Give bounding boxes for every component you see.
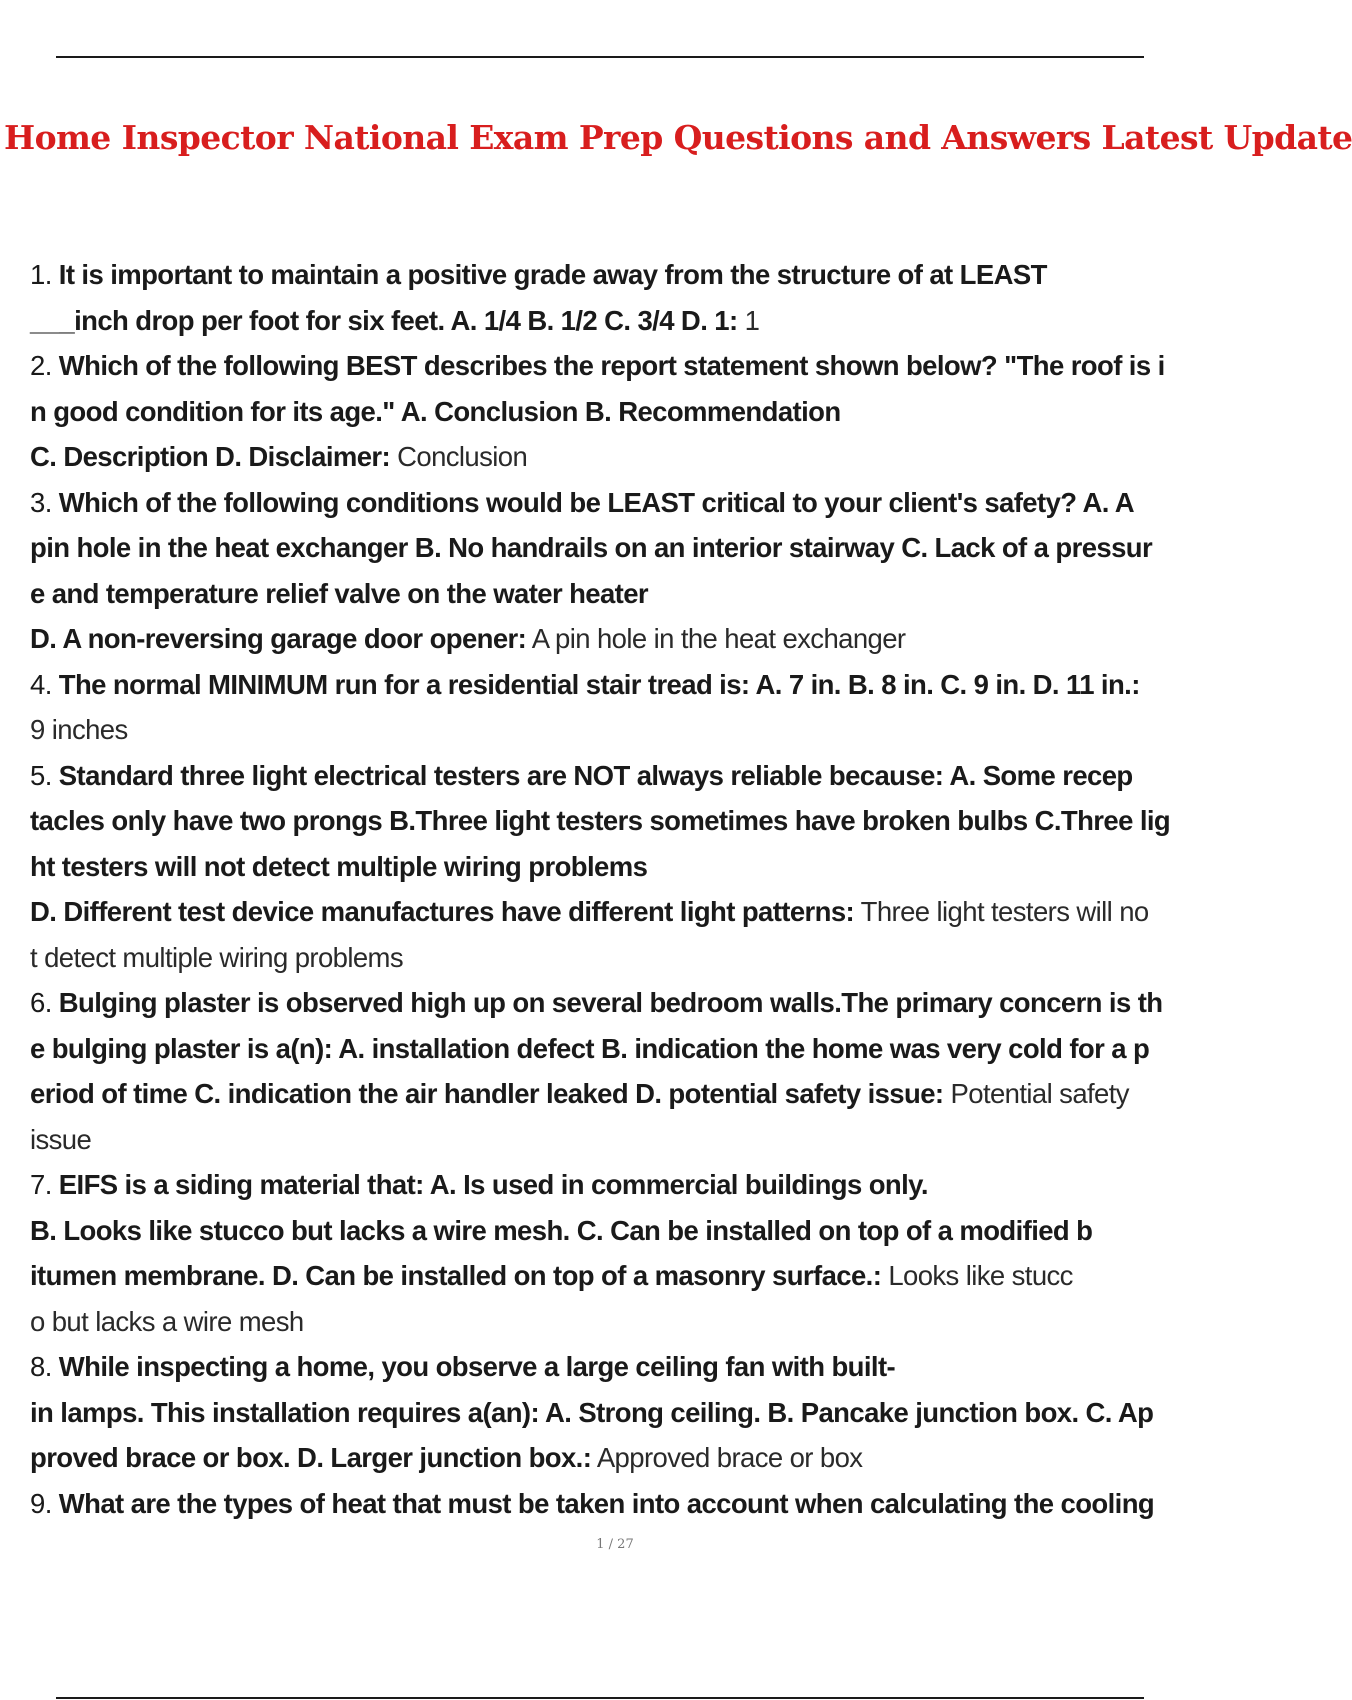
text-line xyxy=(30,1390,1200,1436)
answer-text: issue xyxy=(30,1123,92,1155)
question-number: 6. xyxy=(30,987,59,1018)
question-number: 2. xyxy=(30,350,59,381)
question-text: D. A non-reversing garage door opener: xyxy=(30,623,527,654)
text-line xyxy=(30,1162,1200,1208)
text-line xyxy=(30,1299,1200,1345)
text-line xyxy=(30,389,1200,435)
answer-text: Potential safety xyxy=(943,1078,1129,1109)
question-text: EIFS is a siding material that: A. Is used in commercial buildings only. xyxy=(58,1169,928,1200)
text-line xyxy=(30,1435,1200,1481)
question-text: C. Description D. Disclaimer: xyxy=(30,441,391,472)
text-line xyxy=(30,844,1200,890)
answer-text: t detect multiple wiring problems xyxy=(30,941,404,973)
question-text: proved brace or box. D. Larger junction box.: xyxy=(30,1442,592,1473)
text-line xyxy=(30,343,1200,389)
question-text: in lamps. This installation requires a(an): A. Strong ceiling. B. Pancake junction box. C. Ap xyxy=(30,1396,1154,1428)
text-line xyxy=(30,434,1200,480)
text-line xyxy=(30,571,1200,617)
question-number: 9. xyxy=(30,1487,59,1519)
top-divider xyxy=(56,56,1144,58)
text-line xyxy=(30,798,1200,844)
text-line xyxy=(30,1208,1200,1254)
text-line xyxy=(30,1344,1200,1390)
question-text: ht testers will not detect multiple wiring problems xyxy=(30,850,648,882)
page-number: 1 / 27 xyxy=(596,1537,634,1552)
text-line xyxy=(30,662,1200,708)
question-number: 1. xyxy=(30,259,59,290)
text-line xyxy=(30,252,1200,298)
text-line xyxy=(30,1071,1200,1117)
text-line xyxy=(30,1253,1200,1299)
question-text: e and temperature relief valve on the water heater xyxy=(30,577,649,609)
answer-text: Looks like stucc xyxy=(881,1260,1073,1291)
question-text: The normal MINIMUM run for a residential stair tread is: A. 7 in. B. 8 in. C. 9 in. D. 11 in.: xyxy=(58,668,1140,700)
question-text: e bulging plaster is a(n): A. installation defect B. indication the home was very cold for a p xyxy=(30,1032,1150,1064)
text-line xyxy=(30,616,1200,662)
text-line xyxy=(30,889,1200,935)
text-line xyxy=(30,480,1200,526)
question-list xyxy=(30,252,1200,1520)
question-text: D. Different test device manufactures have different light patterns: xyxy=(30,896,855,927)
answer-text: 9 inches xyxy=(30,714,128,745)
question-text: Bulging plaster is observed high up on several bedroom walls.The primary concern is th xyxy=(58,987,1163,1018)
answer-text: Approved brace or box xyxy=(591,1442,863,1473)
question-number: 3. xyxy=(30,486,59,518)
question-text: eriod of time C. indication the air handler leaked D. potential safety issue: xyxy=(30,1078,944,1109)
text-line xyxy=(30,1481,1200,1527)
question-text: What are the types of heat that must be taken into account when calculating the cooling xyxy=(58,1487,1155,1519)
text-line xyxy=(30,525,1200,571)
question-text: Which of the following conditions would be LEAST critical to your client's safety? A. A xyxy=(58,486,1135,518)
answer-text: 1 xyxy=(737,304,760,336)
bottom-divider xyxy=(56,1697,1144,1699)
answer-text: o but lacks a wire mesh xyxy=(30,1305,304,1337)
question-text: It is important to maintain a positive grade away from the structure of at LEAST xyxy=(58,259,1047,290)
text-line xyxy=(30,298,1200,344)
question-text: ___inch drop per foot for six feet. A. 1/4 B. 1/2 C. 3/4 D. 1: xyxy=(30,304,738,336)
text-line xyxy=(30,980,1200,1026)
question-number: 4. xyxy=(30,668,59,700)
question-text: B. Looks like stucco but lacks a wire mesh. C. Can be installed on top of a modified b xyxy=(30,1214,1093,1246)
text-line xyxy=(30,753,1200,799)
document-title: Home Inspector National Exam Prep Questions and Answers Latest Update xyxy=(4,118,1352,157)
text-line xyxy=(30,1117,1200,1163)
question-text: pin hole in the heat exchanger B. No handrails on an interior stairway C. Lack of a pressur xyxy=(30,532,1153,563)
text-line xyxy=(30,935,1200,981)
text-line xyxy=(30,1026,1200,1072)
question-text: While inspecting a home, you observe a large ceiling fan with built- xyxy=(58,1351,896,1382)
question-text: Which of the following BEST describes the report statement shown below? "The roof is i xyxy=(58,350,1165,381)
question-number: 5. xyxy=(30,759,59,791)
answer-text: A pin hole in the heat exchanger xyxy=(526,623,906,654)
answer-text: Three light testers will no xyxy=(854,896,1149,927)
question-number: 7. xyxy=(30,1169,59,1200)
question-text: tacles only have two prongs B.Three light testers sometimes have broken bulbs C.Three lig xyxy=(30,805,1171,836)
question-text: Standard three light electrical testers are NOT always reliable because: A. Some recep xyxy=(58,759,1133,791)
text-line xyxy=(30,707,1200,753)
question-number: 8. xyxy=(30,1351,59,1382)
question-text: n good condition for its age." A. Conclusion B. Recommendation xyxy=(30,395,841,427)
question-text: itumen membrane. D. Can be installed on top of a masonry surface.: xyxy=(30,1260,882,1291)
answer-text: Conclusion xyxy=(390,441,528,472)
